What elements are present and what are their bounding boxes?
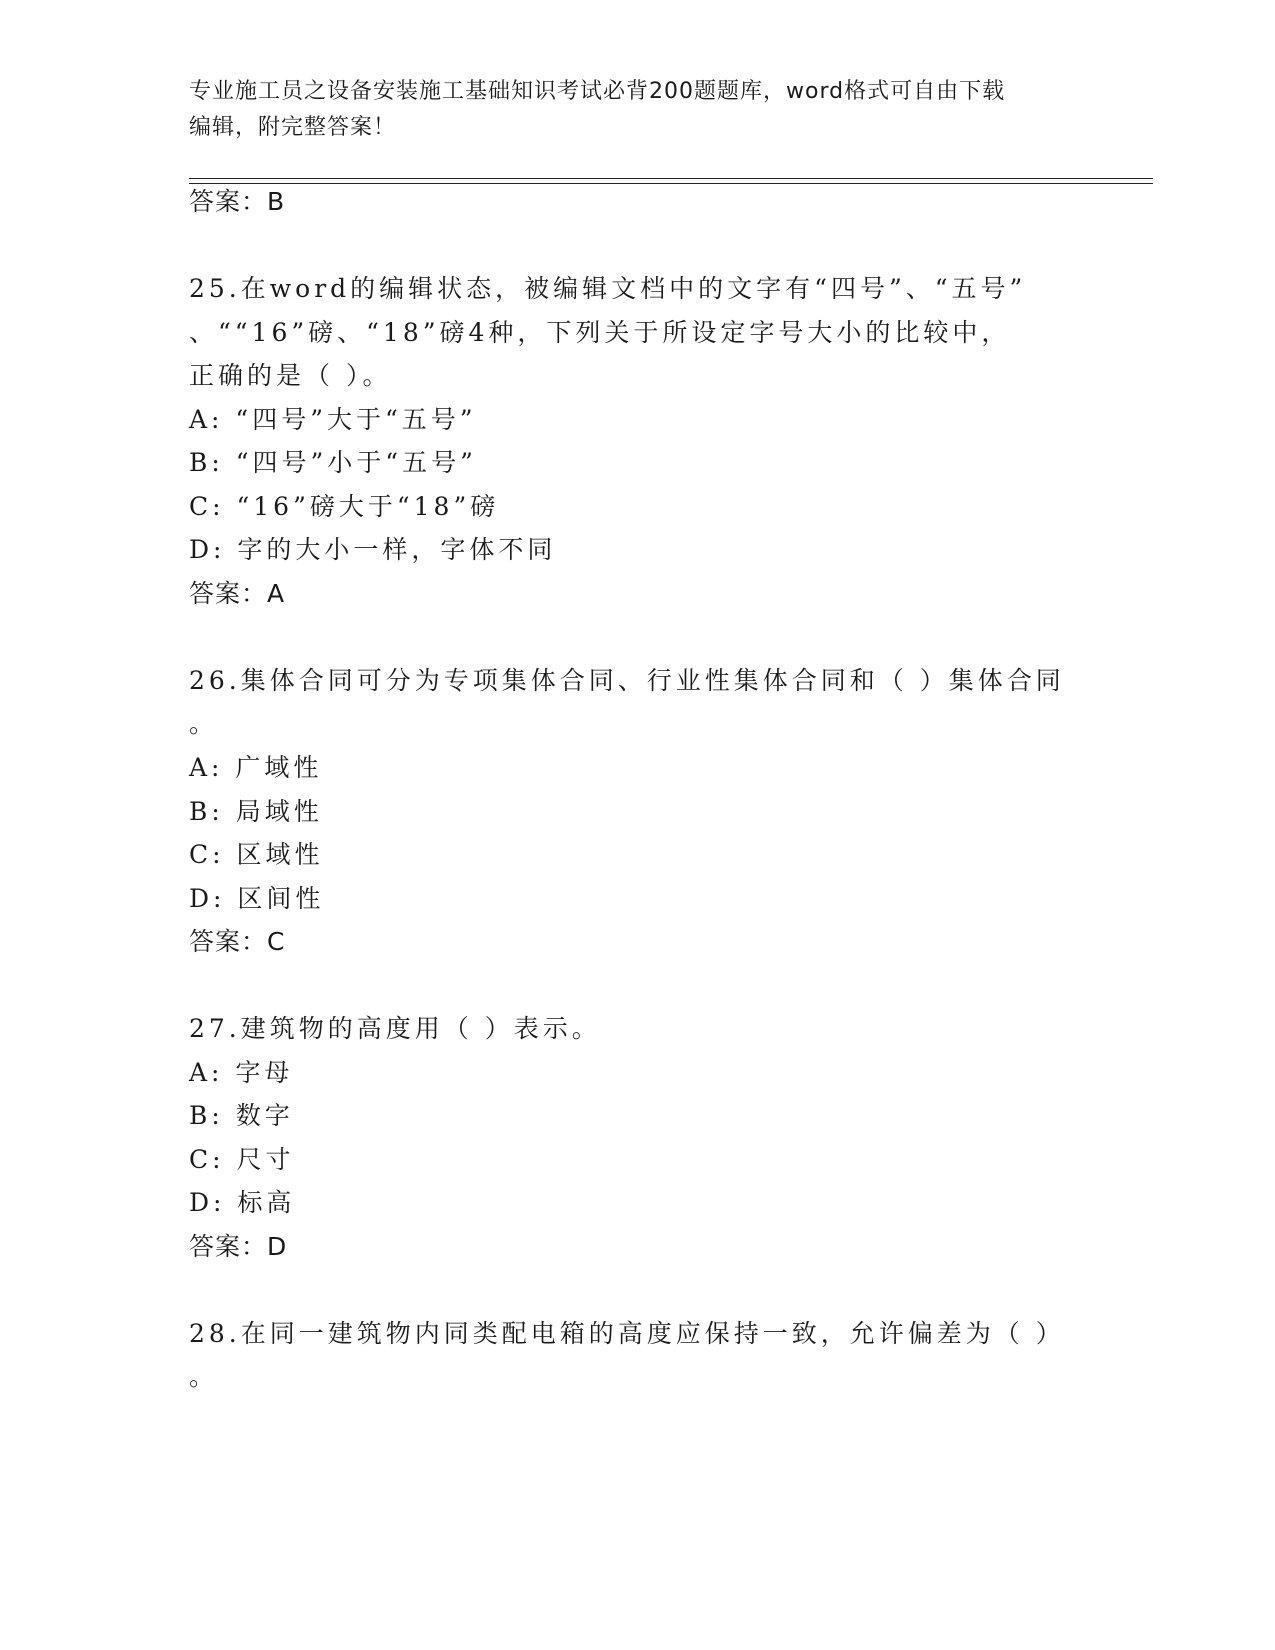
question-25-text-line-3: 正确的是（ ）。: [189, 361, 392, 390]
question-27-option-b: B: 数字: [189, 1101, 294, 1130]
question-25-option-d: D: 字的大小一样，字体不同: [189, 535, 557, 564]
question-26-text-line-2: 。: [189, 709, 219, 738]
header-title-line-2: 编辑，附完整答案！: [189, 115, 397, 140]
question-27-text-line-1: 27.建筑物的高度用（ ）表示。: [189, 1014, 601, 1043]
question-28-text-line-2: 。: [189, 1362, 219, 1391]
question-27-option-a: A: 字母: [189, 1058, 294, 1087]
question-26-option-b: B: 局域性: [189, 797, 323, 826]
question-27-answer: 答案：D: [189, 1232, 288, 1261]
previous-question-answer: 答案：B: [189, 187, 286, 216]
question-27-option-d: D: 标高: [189, 1188, 296, 1217]
question-26-option-c: C: 区域性: [189, 840, 324, 869]
question-26-text-line-1: 26.集体合同可分为专项集体合同、行业性集体合同和（ ）集体合同: [189, 666, 1065, 695]
question-25-text-line-2: 、““16”磅、“18”磅4种，下列关于所设定字号大小的比较中，: [189, 318, 1011, 347]
question-25-option-b: B: “四号”小于“五号”: [189, 448, 477, 477]
question-27-option-c: C: 尺寸: [189, 1145, 295, 1174]
question-25-option-c: C: “16”磅大于“18”磅: [189, 492, 500, 521]
question-26-option-a: A: 广域性: [189, 753, 323, 782]
header-divider-bottom: [189, 183, 1153, 184]
question-26-option-d: D: 区间性: [189, 884, 325, 913]
question-25-answer: 答案：A: [189, 579, 286, 608]
question-26-answer: 答案：C: [189, 927, 286, 956]
question-28-text-line-1: 28.在同一建筑物内同类配电箱的高度应保持一致，允许偏差为（ ）: [189, 1319, 1065, 1348]
document-header: [189, 74, 1069, 146]
header-divider-top: [189, 178, 1153, 179]
question-25-option-a: A: “四号”大于“五号”: [189, 405, 477, 434]
header-title-line-1: 专业施工员之设备安装施工基础知识考试必背200题题库，word格式可自由下载: [189, 79, 1006, 104]
question-25-text-line-1: 25.在word的编辑状态，被编辑文档中的文字有“四号”、“五号”: [189, 274, 1027, 303]
